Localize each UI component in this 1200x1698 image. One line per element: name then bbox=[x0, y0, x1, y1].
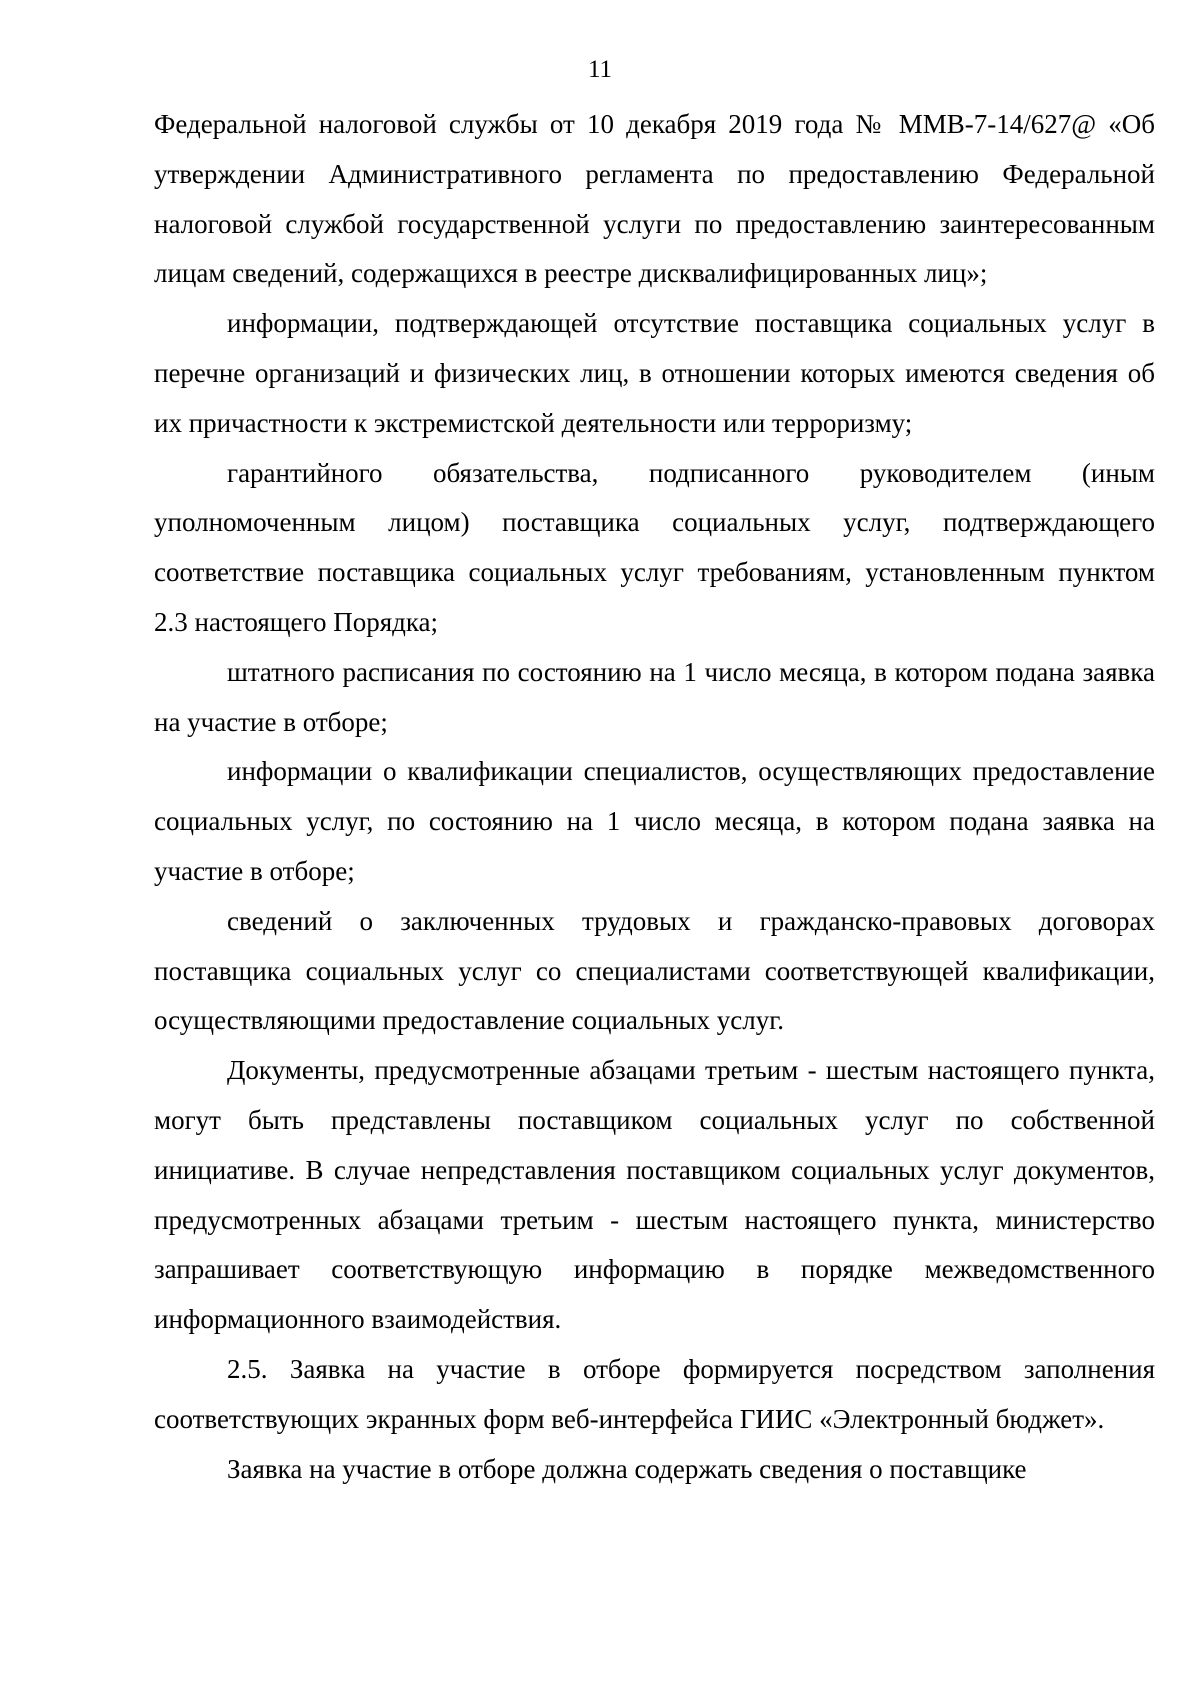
page-number: 11 bbox=[587, 56, 613, 83]
paragraph-contracts: сведений о заключенных трудовых и гражданско-правовых договорах поставщика социальных услуг со специалистами соответствующей квалификации, осуществляющими предоставление социальных услуг. bbox=[154, 905, 1155, 1036]
paragraph-qualification: информации о квалификации специалистов, осуществляющих предоставление социальных услуг, по состоянию на 1 число месяца, в котором подана заявка на участие в отборе; bbox=[154, 756, 1155, 886]
paragraph-staffing: штатного расписания по состоянию на 1 число месяца, в котором подана заявка на участие в отборе; bbox=[154, 656, 1155, 737]
paragraph-documents: Документы, предусмотренные абзацами третьим - шестым настоящего пункта, могут быть представлены поставщиком социальных услуг по собственной инициативе. В случае непредставления поставщиком социальных услуг документов, предусмотренных абзацами третьим - шестым настоящего пункта, министерство запрашивает соответствующую информацию в порядке межведомственного информационного взаимодействия. bbox=[154, 1055, 1155, 1335]
paragraph-extremism-info: информации, подтверждающей отсутствие поставщика социальных услуг в перечне организаций и физических лиц, в отношении которых имеются сведения об их причастности к экстремистской деятельности или терроризму; bbox=[154, 308, 1155, 438]
document-body bbox=[154, 100, 1155, 1494]
paragraph-application-content: Заявка на участие в отборе должна содержать сведения о поставщике bbox=[227, 1453, 1027, 1484]
paragraph-continuation: Федеральной налоговой службы от 10 декабря 2019 года № ММВ-7-14/627@ «Об утверждении Административного регламента по предоставлению Федеральной налоговой службой государственной услуги по предоставлению заинтересованным лицам сведений, содержащихся в реестре дисквалифицированных лиц»; bbox=[154, 109, 1155, 289]
paragraph-guarantee: гарантийного обязательства, подписанного руководителем (иным уполномоченным лицом) поставщика социальных услуг, подтверждающего соответствие поставщика социальных услуг требованиям, установленным пунктом 2.3 настоящего Порядка; bbox=[154, 457, 1155, 637]
paragraph-2-5: 2.5. Заявка на участие в отборе формируется посредством заполнения соответствующих экранных форм веб-интерфейса ГИИС «Электронный бюджет». bbox=[154, 1353, 1155, 1434]
